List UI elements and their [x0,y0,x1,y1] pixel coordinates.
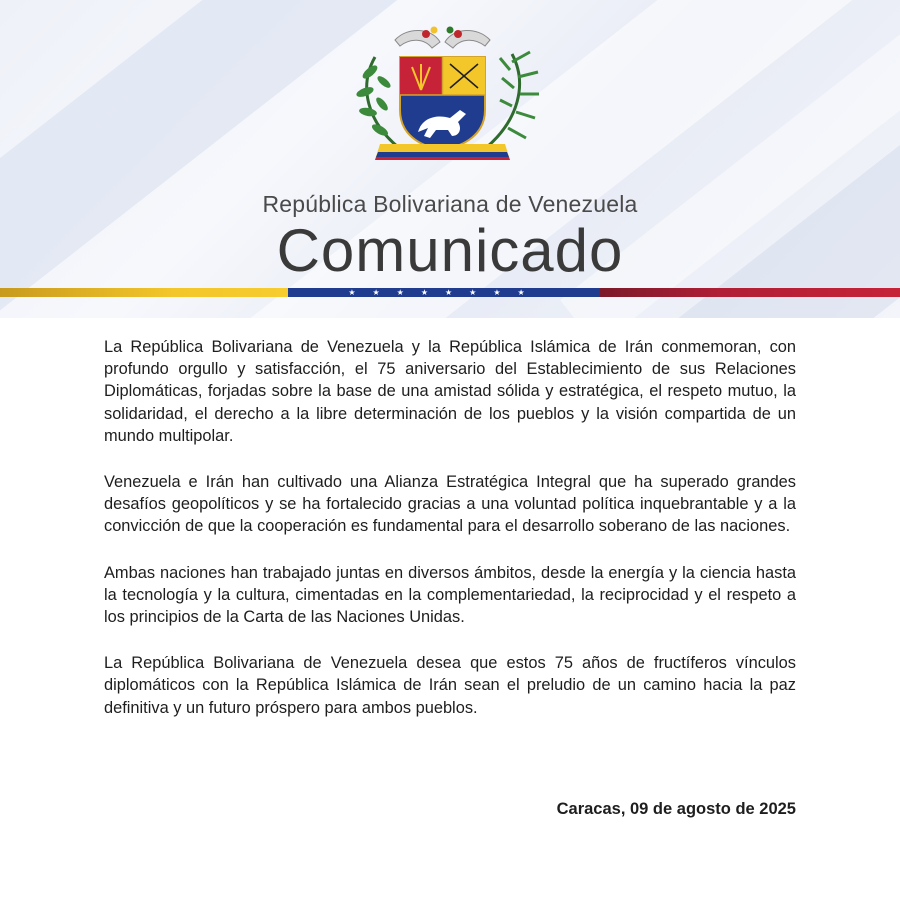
flag-yellow-band [0,288,288,297]
header-banner [0,0,900,318]
header-title: Comunicado [276,217,624,284]
flag-red-band [600,288,900,297]
flag-color-line [0,288,900,297]
communique-body [104,336,796,743]
header-subtitle: República Bolivariana de Venezuela [262,191,638,217]
coat-of-arms-venezuela-icon [340,22,545,172]
paragraph: Venezuela e Irán han cultivado una Alianza Estratégica Integral que ha superado grandes desafíos geopolíticos y se ha fortalecido gracias a una voluntad política inquebrantable y a la convicción de que la cooperación es fundamental para el desarrollo soberano de las naciones. [104,473,796,536]
flag-stars: ★★★★★★★★ [348,288,542,297]
paragraph: La República Bolivariana de Venezuela desea que estos 75 años de fructíferos vínculos diplomáticos con la República Islámica de Irán sean el preludio de un camino hacia la paz definitiva y un futuro próspero para ambos pueblos. [104,654,796,717]
paragraph: La República Bolivariana de Venezuela y la República Islámica de Irán conmemoran, con profundo orgullo y satisfacción, el 75 aniversario del Establecimiento de sus Relaciones Diplomáticas, forjadas sobre la base de una amistad sólida y estratégica, el respeto mutuo, la solidaridad, el derecho a la libre determinación de los pueblos y la visión compartida de un mundo multipolar. [104,338,796,445]
place-date-signature: Caracas, 09 de agosto de 2025 [556,800,796,818]
paragraph: Ambas naciones han trabajado juntas en diversos ámbitos, desde la energía y la ciencia hasta la tecnología y la cultura, cimentadas en la complementariedad, la reciprocidad y el respeto a los principios de la Carta de las Naciones Unidas. [104,563,796,627]
